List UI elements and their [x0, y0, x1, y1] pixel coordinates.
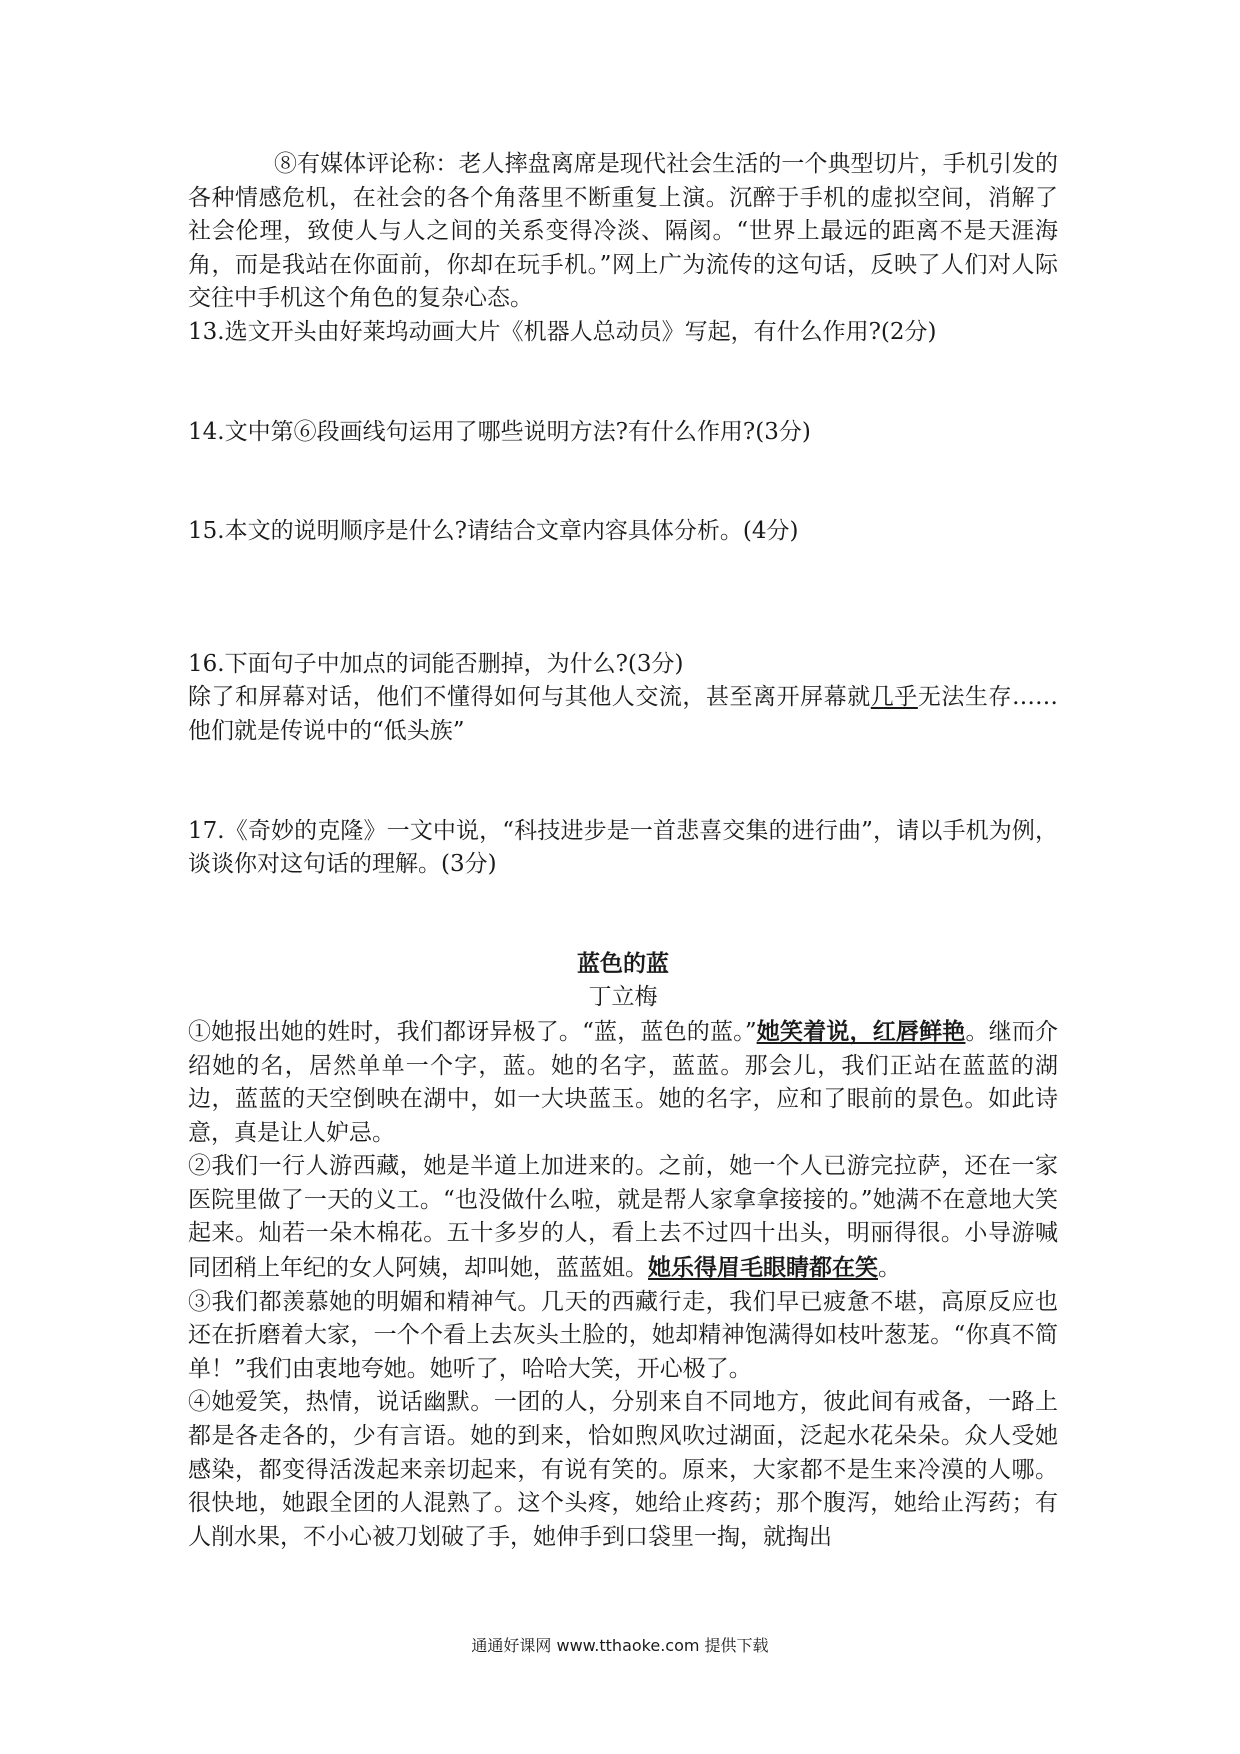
question-17: 17.《奇妙的克隆》一文中说，“科技进步是一首悲喜交集的进行曲”，请以手机为例，谈谈你对这句话的理解。(3分): [188, 817, 1058, 878]
s2-underlined-sentence: 她乐得眉毛眼睛都在笑: [648, 1254, 878, 1282]
story-title: 蓝色的蓝: [577, 950, 669, 977]
story-paragraph-4: ④她爱笑，热情，说话幽默。一团的人，分别来自不同地方，彼此间有戒备，一路上都是各走各的，少有言语。她的到来，恰如煦风吹过湖面，泛起水花朵朵。众人受她感染，都变得活泼起来亲切起来，有说有笑的。原来，大家都不是生来冷漠的人哪。很快地，她跟全团的人混熟了。这个头疼，她给止疼药；那个腹泻，她给止泻药；有人削水果，不小心被刀划破了手，她伸手到口袋里一掏，就掏出: [188, 1389, 1058, 1550]
s2-text-a: ②我们一行人游西藏，她是半道上加进来的。之前，她一个人已游完拉萨，还在一家医院里做了一天的义工。“也没做什么啦，就是帮人家拿拿接接的。”她满不在意地大笑起来。灿若一朵木棉花。五十多岁的人，看上去不过: [188, 1153, 1058, 1247]
page-footer: 通通好课网 www.tthaoke.com 提供下载: [471, 1636, 769, 1655]
answer-space-15: [188, 549, 1058, 648]
story-paragraph-2: [188, 1150, 1058, 1285]
answer-space-14: [188, 449, 1058, 515]
document-body: [188, 148, 1058, 1554]
q16-sentence-part-b: 无法生存……他们就是传说中的“低头族”: [188, 684, 1059, 744]
story-paragraph-3: ③我们都羡慕她的明媚和精神气。几天的西藏行走，我们早已疲惫不堪，高原反应也还在折磨着大家，一个个看上去灰头土脸的，她却精神饱满得如枝叶葱茏。“你真不简单！”我们由衷地夸她。她听了，哈哈大笑，开心极了。: [188, 1288, 1058, 1382]
question-14: 14.文中第⑥段画线句运用了哪些说明方法?有什么作用?(3分): [188, 418, 811, 445]
s2-text-c: 。: [878, 1255, 901, 1282]
q16-marked-word: 几乎: [870, 684, 918, 711]
answer-space-16: [188, 749, 1058, 815]
answer-space-13: [188, 350, 1058, 416]
s2-text-b: 出头，明丽得很。小导游喊同团稍上年纪的女人阿姨，却叫她，蓝蓝姐。: [188, 1220, 1059, 1282]
s1-text-b: 。继而介绍她的名，居然单单一个字，蓝。她的名字，蓝蓝。那会儿，我们正站在蓝蓝的湖边，蓝蓝的天空倒映在湖中，如一大块蓝玉。她的名字，应和了眼前的景色。如此诗意，真是让人妒忌。: [188, 1018, 1059, 1146]
answer-space-17: [188, 882, 1058, 948]
story-author: 丁立梅: [588, 984, 658, 1011]
question-16: 16.下面句子中加点的词能否删掉，为什么?(3分): [188, 650, 684, 677]
paragraph-8: ⑧有媒体评论称：老人摔盘离席是现代社会生活的一个典型切片，手机引发的各种情感危机，在社会的各个角落里不断重复上演。沉醉于手机的虚拟空间，消解了社会伦理，致使人与人之间的关系变得冷淡、隔阂。“世界上最远的距离不是天涯海角，而是我站在你面前，你却在玩手机。”网上广为流传的这句话，反映了人们对人际交往中手机这个角色的复杂心态。: [188, 151, 1058, 312]
question-13: 13.选文开头由好莱坞动画大片《机器人总动员》写起，有什么作用?(2分): [188, 318, 937, 345]
q16-sentence-part-a: 除了和屏幕对话，他们不懂得如何与其他人交流，甚至离开屏幕就: [188, 684, 871, 711]
story-paragraph-1: [188, 1015, 1058, 1150]
s1-text-a: ①她报出她的姓时，我们都讶异极了。“蓝，蓝色的蓝。”: [188, 1018, 757, 1045]
question-16-sentence: [188, 681, 1058, 748]
s2-marked-word: 四十: [729, 1220, 777, 1247]
question-15: 15.本文的说明顺序是什么?请结合文章内容具体分析。(4分): [188, 518, 799, 545]
s1-underlined-sentence: 她笑着说，红唇鲜艳: [756, 1017, 966, 1045]
